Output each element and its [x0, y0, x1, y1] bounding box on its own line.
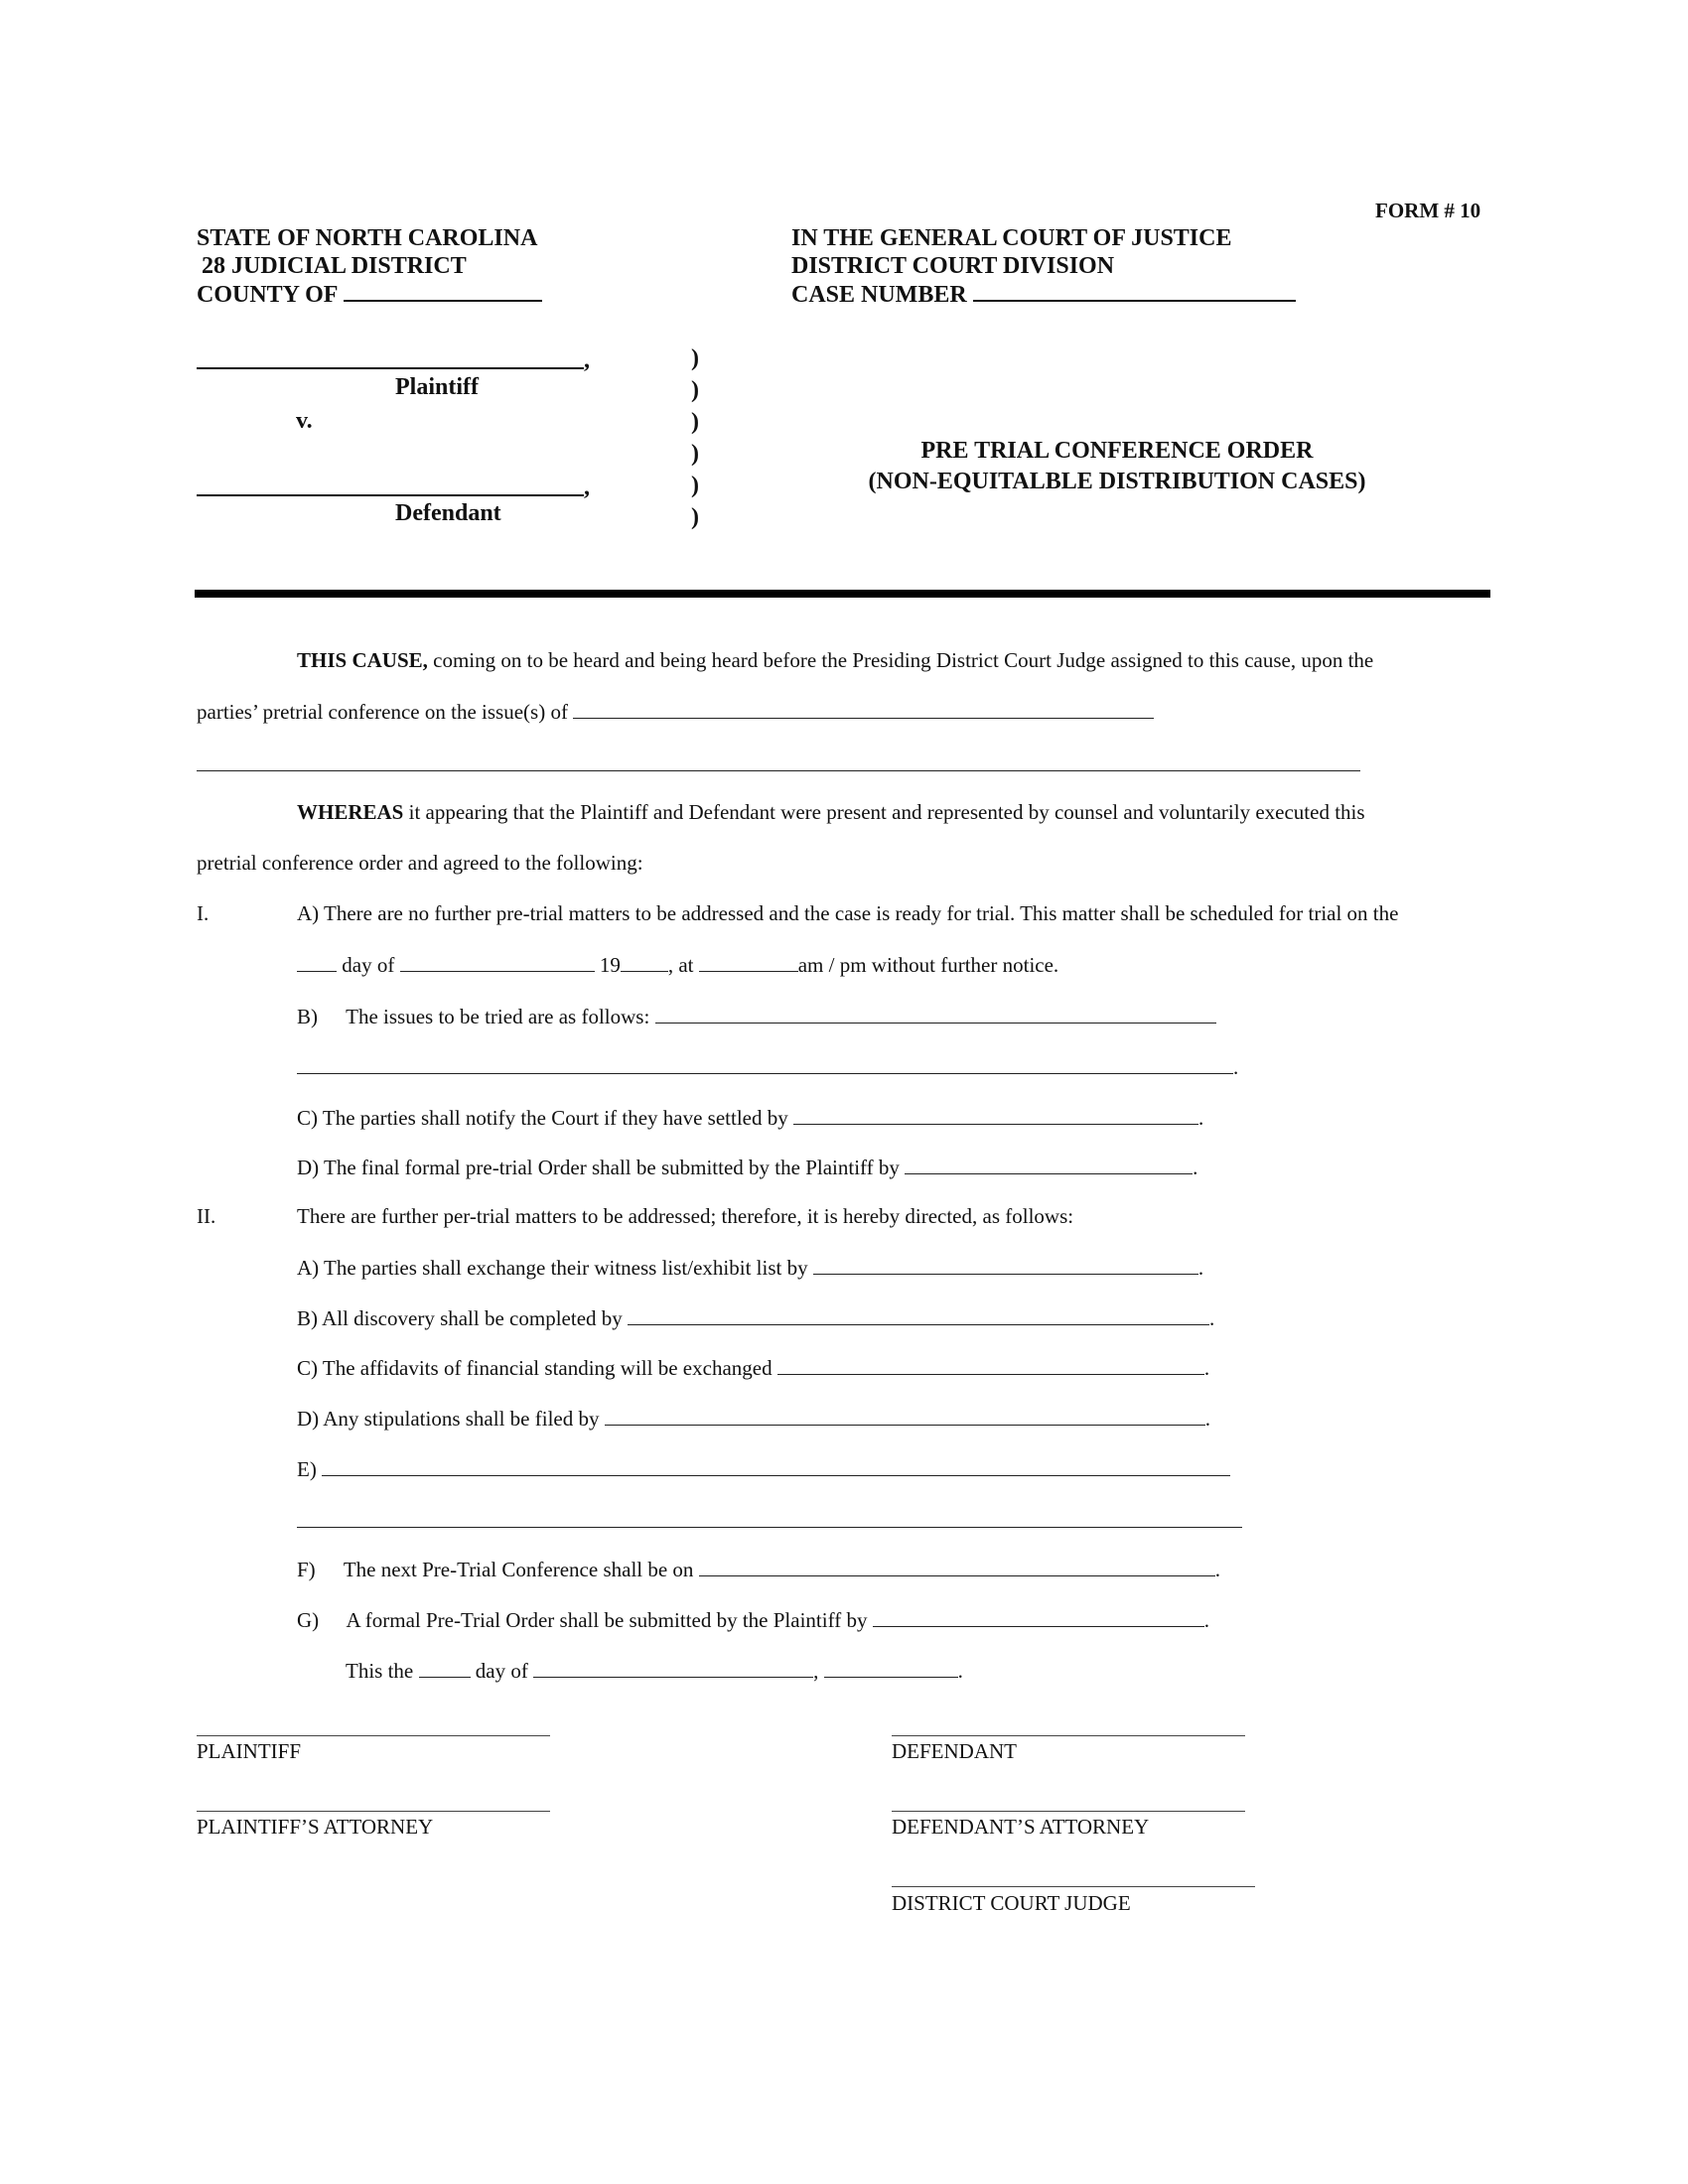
district-label: 28 JUDICIAL DISTRICT	[202, 253, 467, 279]
period: .	[1233, 1055, 1239, 1079]
period: .	[1209, 1306, 1215, 1330]
section-1-numeral: I.	[197, 901, 210, 925]
plaintiff-signature-line[interactable]	[197, 1735, 550, 1736]
county-field	[197, 280, 542, 309]
trial-day-blank[interactable]	[297, 951, 337, 972]
caption-paren: )	[691, 345, 699, 371]
defendant-name-blank[interactable]	[197, 494, 584, 496]
section-1-b-line	[297, 1003, 1216, 1029]
year-prefix: 19	[599, 953, 621, 977]
section-2-e-line	[297, 1455, 1230, 1482]
defendant-attorney-signature-line[interactable]	[892, 1811, 1245, 1812]
issues-label: parties’ pretrial conference on the issue(s) of	[197, 700, 568, 724]
issues-blank-2[interactable]	[197, 770, 1360, 771]
section-2-f-label: F)	[297, 1558, 316, 1581]
trial-year-blank[interactable]	[621, 951, 668, 972]
period: .	[957, 1659, 963, 1683]
plaintiff-signature-label: PLAINTIFF	[197, 1739, 302, 1763]
period: .	[1204, 1407, 1210, 1431]
period: .	[1198, 1106, 1204, 1130]
discovery-by-blank[interactable]	[628, 1304, 1209, 1325]
issues-line	[197, 698, 1154, 725]
section-2-a-text: A) The parties shall exchange their witness list/exhibit list by	[297, 1256, 808, 1280]
section-2-g-text: A formal Pre-Trial Order shall be submitted by the Plaintiff by	[346, 1608, 868, 1632]
this-cause-text: coming on to be heard and being heard before the Presiding District Court Judge assigned to this cause, upon the	[427, 648, 1374, 672]
signed-day-blank[interactable]	[419, 1657, 471, 1678]
section-2-c-text: C) The affidavits of financial standing will be exchanged	[297, 1356, 773, 1380]
document-title: PRE TRIAL CONFERENCE ORDER	[920, 438, 1314, 464]
trial-month-blank[interactable]	[400, 951, 595, 972]
versus-label: v.	[296, 408, 313, 434]
issues-blank[interactable]	[573, 698, 1154, 719]
section-2-c-line	[297, 1354, 1209, 1381]
day-of-label: day of	[475, 1659, 528, 1683]
section-2-b-line	[297, 1304, 1214, 1331]
plaintiff-attorney-signature-line[interactable]	[197, 1811, 550, 1812]
section-2-a-line	[297, 1254, 1203, 1281]
period: .	[1197, 1256, 1204, 1280]
header-divider	[195, 590, 1490, 598]
witness-list-by-blank[interactable]	[813, 1254, 1198, 1275]
defendant-signature-line[interactable]	[892, 1735, 1245, 1736]
section-1-d-text: D) The final formal pre-trial Order shall be submitted by the Plaintiff by	[297, 1156, 900, 1179]
whereas-line-2: pretrial conference order and agreed to the following:	[197, 851, 643, 875]
case-number-blank[interactable]	[973, 280, 1296, 302]
at-label: , at	[667, 953, 694, 977]
section-2-b-text: B) All discovery shall be completed by	[297, 1306, 623, 1330]
section-1-a-text: A) There are no further pre-trial matters to be addressed and the case is ready for trial. This matter shall be scheduled for trial on the	[297, 901, 1399, 925]
caption-paren: )	[691, 441, 699, 467]
issues-to-be-tried-blank[interactable]	[655, 1003, 1216, 1024]
defendant-signature-label: DEFENDANT	[892, 1739, 1017, 1763]
caption-paren: )	[691, 504, 699, 530]
section-1-b-text: The issues to be tried are as follows:	[346, 1005, 650, 1028]
section-2-d-line	[297, 1405, 1210, 1432]
judge-signature-line[interactable]	[892, 1886, 1255, 1887]
judge-signature-label: DISTRICT COURT JUDGE	[892, 1891, 1131, 1915]
period: .	[1203, 1356, 1210, 1380]
section-1-c-line	[297, 1104, 1203, 1131]
next-conference-blank[interactable]	[699, 1556, 1215, 1576]
day-of-label: day of	[342, 953, 395, 977]
case-number-label: CASE NUMBER	[791, 282, 967, 308]
division-label: DISTRICT COURT DIVISION	[791, 253, 1115, 279]
signed-month-blank[interactable]	[533, 1657, 813, 1678]
defendant-label: Defendant	[395, 500, 501, 526]
whereas-bold: WHEREAS	[297, 800, 404, 824]
section-1-d-line	[297, 1154, 1197, 1180]
defendant-comma: ,	[584, 475, 590, 500]
county-label: COUNTY OF	[197, 282, 338, 308]
county-blank[interactable]	[344, 280, 542, 302]
case-number-field	[791, 280, 1296, 309]
period: .	[1193, 1156, 1198, 1179]
court-label: IN THE GENERAL COURT OF JUSTICE	[791, 225, 1232, 251]
period: .	[1203, 1608, 1209, 1632]
section-2-numeral: II.	[197, 1204, 216, 1228]
section-2-intro: There are further per-trial matters to be addressed; therefore, it is hereby directed, as follows:	[297, 1204, 1074, 1228]
section-2-e-label: E)	[297, 1457, 317, 1481]
caption-paren: )	[691, 409, 699, 435]
section-1-b-line-2	[297, 1053, 1238, 1080]
form-number: FORM # 10	[1375, 199, 1481, 222]
period: .	[1214, 1558, 1220, 1581]
whereas-line	[297, 799, 1365, 825]
this-the-label: This the	[346, 1659, 414, 1683]
caption-paren: )	[691, 377, 699, 403]
trial-time-blank[interactable]	[699, 951, 798, 972]
final-order-by-blank[interactable]	[905, 1154, 1193, 1174]
section-2-d-text: D) Any stipulations shall be filed by	[297, 1407, 600, 1431]
state-label: STATE OF NORTH CAROLINA	[197, 225, 538, 251]
section-1-a-date-line	[297, 951, 1058, 978]
affidavits-blank[interactable]	[777, 1354, 1204, 1375]
section-2-f-text: The next Pre-Trial Conference shall be on	[343, 1558, 694, 1581]
section-2-f-line	[297, 1556, 1220, 1582]
plaintiff-label: Plaintiff	[395, 374, 479, 400]
plaintiff-attorney-label: PLAINTIFF’S ATTORNEY	[197, 1815, 434, 1839]
plaintiff-name-blank[interactable]	[197, 367, 584, 369]
am-pm-label: am / pm without further notice.	[797, 953, 1059, 977]
section-1-b-label: B)	[297, 1005, 318, 1028]
issues-to-be-tried-blank-2[interactable]	[297, 1053, 1233, 1074]
this-cause-line	[297, 647, 1373, 673]
other-matter-blank-2[interactable]	[297, 1527, 1242, 1528]
defendant-attorney-label: DEFENDANT’S ATTORNEY	[892, 1815, 1150, 1839]
whereas-text: it appearing that the Plaintiff and Defendant were present and represented by counsel and voluntarily executed this	[403, 800, 1365, 824]
formal-order-by-blank[interactable]	[873, 1606, 1204, 1627]
signed-year-blank[interactable]	[824, 1657, 958, 1678]
section-2-g-label: G)	[297, 1608, 320, 1632]
caption-paren: )	[691, 473, 699, 498]
settled-by-blank[interactable]	[793, 1104, 1198, 1125]
document-subtitle: (NON-EQUITALBLE DISTRIBUTION CASES)	[868, 469, 1366, 494]
date-line	[346, 1657, 963, 1684]
this-cause-bold: THIS CAUSE,	[297, 648, 428, 672]
section-1-c-text: C) The parties shall notify the Court if they have settled by	[297, 1106, 788, 1130]
stipulations-by-blank[interactable]	[605, 1405, 1205, 1426]
plaintiff-comma: ,	[584, 347, 590, 373]
other-matter-blank[interactable]	[322, 1455, 1230, 1476]
comma: ,	[813, 1659, 819, 1683]
section-2-g-line	[297, 1606, 1209, 1633]
